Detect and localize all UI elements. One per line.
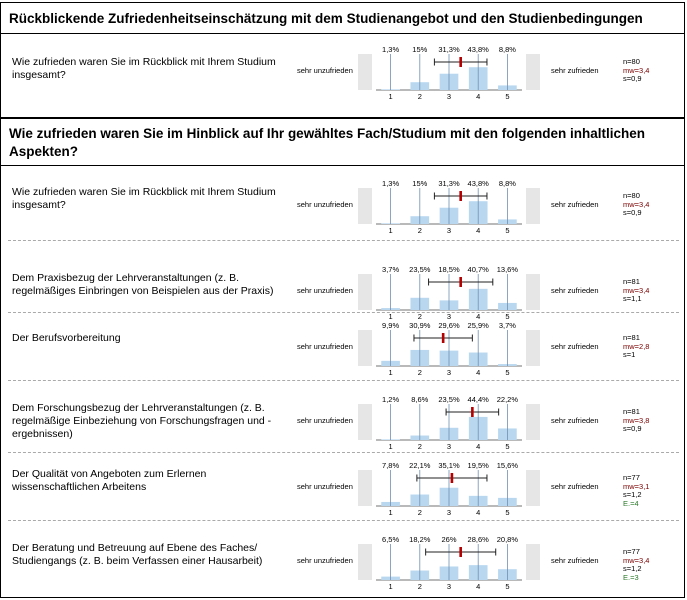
percent-label-3: 31,3% bbox=[438, 179, 460, 188]
question-row bbox=[0, 42, 687, 102]
scale-end-box-left bbox=[358, 330, 372, 366]
scale-high-label: sehr zufrieden bbox=[551, 482, 599, 491]
stat-mean: mw=3,4 bbox=[623, 65, 650, 75]
chart-7 bbox=[358, 532, 540, 592]
scale-low-label: sehr unzufrieden bbox=[297, 556, 353, 565]
tick-label-4: 4 bbox=[476, 582, 481, 591]
percent-label-3: 29,6% bbox=[438, 321, 460, 330]
scale-end-box-right bbox=[526, 544, 540, 580]
stat-mean: mw=3,8 bbox=[623, 415, 650, 425]
tick-label-5: 5 bbox=[505, 508, 510, 517]
scale-end-box-left bbox=[358, 54, 372, 90]
tick-label-1: 1 bbox=[388, 442, 393, 451]
tick-label-4: 4 bbox=[476, 442, 481, 451]
percent-label-1: 3,7% bbox=[382, 265, 400, 274]
percent-label-4: 25,9% bbox=[467, 321, 489, 330]
stat-sd: s=0,9 bbox=[623, 424, 642, 433]
mean-marker bbox=[451, 473, 454, 483]
scale-end-box-left bbox=[358, 470, 372, 506]
tick-label-1: 1 bbox=[388, 368, 393, 377]
percent-label-5: 20,8% bbox=[496, 535, 519, 544]
stat-sd: s=1,1 bbox=[623, 294, 642, 303]
scale-end-box-right bbox=[526, 330, 540, 366]
percent-label-3: 35,1% bbox=[438, 461, 460, 470]
percent-label-5: 22,2% bbox=[496, 395, 519, 404]
row-separator bbox=[8, 240, 679, 241]
section-title-aspects: Wie zufrieden waren Sie im Hinblick auf Ihr gewähltes Fach/Studium mit den folgenden inhaltlichen Aspekten? bbox=[0, 118, 685, 166]
stat-sd: s=0,9 bbox=[623, 208, 642, 217]
tick-label-3: 3 bbox=[446, 508, 452, 517]
chart-4 bbox=[358, 318, 540, 378]
tick-label-5: 5 bbox=[505, 582, 510, 591]
scale-end-box-left bbox=[358, 188, 372, 224]
percent-label-3: 23,5% bbox=[438, 395, 460, 404]
percent-label-5: 8,8% bbox=[498, 45, 516, 54]
scale-high-label: sehr zufrieden bbox=[551, 200, 599, 209]
scale-high-label: sehr zufrieden bbox=[551, 342, 599, 351]
scale-end-box-right bbox=[526, 470, 540, 506]
mean-marker bbox=[459, 57, 462, 67]
stat-e: E.=4 bbox=[623, 498, 639, 508]
percent-label-2: 15% bbox=[412, 179, 428, 188]
scale-low-label: sehr unzufrieden bbox=[297, 342, 353, 351]
stat-n: n=81 bbox=[623, 407, 640, 416]
percent-label-4: 28,6% bbox=[467, 535, 489, 544]
tick-label-2: 2 bbox=[417, 508, 422, 517]
mean-marker bbox=[459, 191, 462, 201]
tick-label-3: 3 bbox=[446, 312, 452, 321]
percent-label-5: 15,6% bbox=[496, 461, 519, 470]
mean-marker bbox=[459, 547, 462, 557]
stat-mean: mw=3,4 bbox=[623, 555, 650, 565]
mean-marker bbox=[459, 277, 462, 287]
question-text: Wie zufrieden waren Sie im Rückblick mit Ihrem Studium insgesamt? bbox=[12, 186, 276, 211]
stat-mean: mw=3,4 bbox=[623, 285, 650, 295]
question-row bbox=[0, 532, 687, 592]
percent-label-2: 22,1% bbox=[409, 461, 431, 470]
question-row bbox=[0, 176, 687, 236]
tick-label-2: 2 bbox=[417, 368, 422, 377]
percent-label-4: 19,5% bbox=[467, 461, 489, 470]
row-separator bbox=[8, 520, 679, 521]
percent-label-1: 6,5% bbox=[382, 535, 400, 544]
tick-label-3: 3 bbox=[446, 582, 452, 591]
question-row bbox=[0, 458, 687, 518]
tick-label-5: 5 bbox=[505, 92, 510, 101]
tick-label-5: 5 bbox=[505, 442, 510, 451]
percent-label-2: 30,9% bbox=[409, 321, 431, 330]
chart-2 bbox=[358, 176, 540, 236]
tick-label-4: 4 bbox=[476, 508, 481, 517]
stat-sd: s=1,2 bbox=[623, 490, 642, 499]
question-text: Dem Forschungsbezug der Lehrveranstaltungen (z. B. regelmäßige Einbeziehung von Forschungsfragen und -ergebnissen) bbox=[12, 402, 272, 440]
percent-label-1: 1,3% bbox=[382, 45, 400, 54]
tick-label-2: 2 bbox=[417, 582, 422, 591]
chart-5 bbox=[358, 392, 540, 452]
question-text: Wie zufrieden waren Sie im Rückblick mit Ihrem Studium insgesamt? bbox=[12, 56, 276, 81]
mean-marker bbox=[471, 407, 474, 417]
percent-label-1: 9,9% bbox=[382, 321, 400, 330]
row-separator bbox=[8, 380, 679, 381]
tick-label-2: 2 bbox=[417, 312, 422, 321]
stat-sd: s=0,9 bbox=[623, 74, 642, 83]
stats-block bbox=[623, 58, 649, 84]
tick-label-1: 1 bbox=[388, 508, 393, 517]
stats-block bbox=[623, 334, 649, 360]
scale-low-label: sehr unzufrieden bbox=[297, 416, 353, 425]
tick-label-5: 5 bbox=[505, 312, 510, 321]
percent-label-5: 3,7% bbox=[498, 321, 516, 330]
scale-high-label: sehr zufrieden bbox=[551, 556, 599, 565]
tick-label-2: 2 bbox=[417, 226, 422, 235]
percent-label-5: 13,6% bbox=[496, 265, 519, 274]
question-row bbox=[0, 262, 687, 322]
percent-label-4: 40,7% bbox=[467, 265, 489, 274]
percent-label-2: 8,6% bbox=[411, 395, 429, 404]
question-text: Der Qualität von Angeboten zum Erlernen wissenschaftlichen Arbeitens bbox=[12, 468, 207, 493]
scale-high-label: sehr zufrieden bbox=[551, 66, 599, 75]
stat-sd: s=1 bbox=[623, 350, 636, 359]
tick-label-2: 2 bbox=[417, 442, 422, 451]
chart-3 bbox=[358, 262, 540, 322]
scale-end-box-right bbox=[526, 54, 540, 90]
tick-label-4: 4 bbox=[476, 312, 481, 321]
percent-label-3: 26% bbox=[441, 535, 457, 544]
percent-label-2: 15% bbox=[412, 45, 428, 54]
tick-label-4: 4 bbox=[476, 226, 481, 235]
tick-label-3: 3 bbox=[446, 226, 452, 235]
scale-end-box-right bbox=[526, 188, 540, 224]
stat-n: n=80 bbox=[623, 191, 640, 200]
section-title-overall: Rückblickende Zufriedenheitseinschätzung mit dem Studienangebot und den Studienbedingungen bbox=[0, 2, 685, 34]
row-separator bbox=[8, 452, 679, 453]
stats-block bbox=[623, 192, 649, 218]
percent-label-1: 1,3% bbox=[382, 179, 400, 188]
stat-mean: mw=2,8 bbox=[623, 341, 650, 351]
tick-label-1: 1 bbox=[388, 582, 393, 591]
scale-low-label: sehr unzufrieden bbox=[297, 200, 353, 209]
percent-label-4: 43,8% bbox=[467, 45, 489, 54]
percent-label-3: 18,5% bbox=[438, 265, 460, 274]
scale-low-label: sehr unzufrieden bbox=[297, 482, 353, 491]
stat-n: n=80 bbox=[623, 57, 640, 66]
scale-low-label: sehr unzufrieden bbox=[297, 286, 353, 295]
tick-label-3: 3 bbox=[446, 92, 452, 101]
tick-label-4: 4 bbox=[476, 368, 481, 377]
stat-mean: mw=3,4 bbox=[623, 199, 650, 209]
tick-label-1: 1 bbox=[388, 92, 393, 101]
question-row bbox=[0, 318, 687, 378]
stat-mean: mw=3,1 bbox=[623, 481, 650, 491]
scale-end-box-left bbox=[358, 404, 372, 440]
tick-label-4: 4 bbox=[476, 92, 481, 101]
stats-block bbox=[623, 408, 649, 434]
tick-label-3: 3 bbox=[446, 368, 452, 377]
scale-end-box-right bbox=[526, 404, 540, 440]
chart-6 bbox=[358, 458, 540, 518]
tick-label-2: 2 bbox=[417, 92, 422, 101]
stats-block bbox=[623, 548, 649, 582]
question-text: Der Berufsvorbereitung bbox=[12, 332, 121, 344]
tick-label-5: 5 bbox=[505, 368, 510, 377]
scale-end-box-right bbox=[526, 274, 540, 310]
percent-label-1: 7,8% bbox=[382, 461, 400, 470]
percent-label-3: 31,3% bbox=[438, 45, 460, 54]
scale-low-label: sehr unzufrieden bbox=[297, 66, 353, 75]
stat-n: n=77 bbox=[623, 547, 640, 556]
stat-sd: s=1,2 bbox=[623, 564, 642, 573]
percent-label-2: 18,2% bbox=[409, 535, 431, 544]
stat-e: E.=3 bbox=[623, 572, 639, 582]
percent-label-4: 43,8% bbox=[467, 179, 489, 188]
row-separator bbox=[8, 312, 679, 313]
chart-1 bbox=[358, 42, 540, 102]
question-text: Der Beratung und Betreuung auf Ebene des Faches/ Studiengangs (z. B. beim Verfassen einer Hausarbeit) bbox=[12, 542, 263, 567]
percent-label-4: 44,4% bbox=[467, 395, 489, 404]
stat-n: n=77 bbox=[623, 473, 640, 482]
mean-marker bbox=[442, 333, 445, 343]
scale-end-box-left bbox=[358, 544, 372, 580]
percent-label-5: 8,8% bbox=[498, 179, 516, 188]
scale-high-label: sehr zufrieden bbox=[551, 416, 599, 425]
tick-label-3: 3 bbox=[446, 442, 452, 451]
tick-label-1: 1 bbox=[388, 312, 393, 321]
stat-n: n=81 bbox=[623, 333, 640, 342]
scale-high-label: sehr zufrieden bbox=[551, 286, 599, 295]
tick-label-5: 5 bbox=[505, 226, 510, 235]
question-row bbox=[0, 392, 687, 452]
question-text: Dem Praxisbezug der Lehrveranstaltungen (z. B. regelmäßiges Einbringen von Beispielen aus der Praxis) bbox=[12, 272, 274, 297]
percent-label-1: 1,2% bbox=[382, 395, 400, 404]
stats-block bbox=[623, 278, 649, 304]
stats-block bbox=[623, 474, 649, 508]
percent-label-2: 23,5% bbox=[409, 265, 431, 274]
stat-n: n=81 bbox=[623, 277, 640, 286]
tick-label-1: 1 bbox=[388, 226, 393, 235]
scale-end-box-left bbox=[358, 274, 372, 310]
